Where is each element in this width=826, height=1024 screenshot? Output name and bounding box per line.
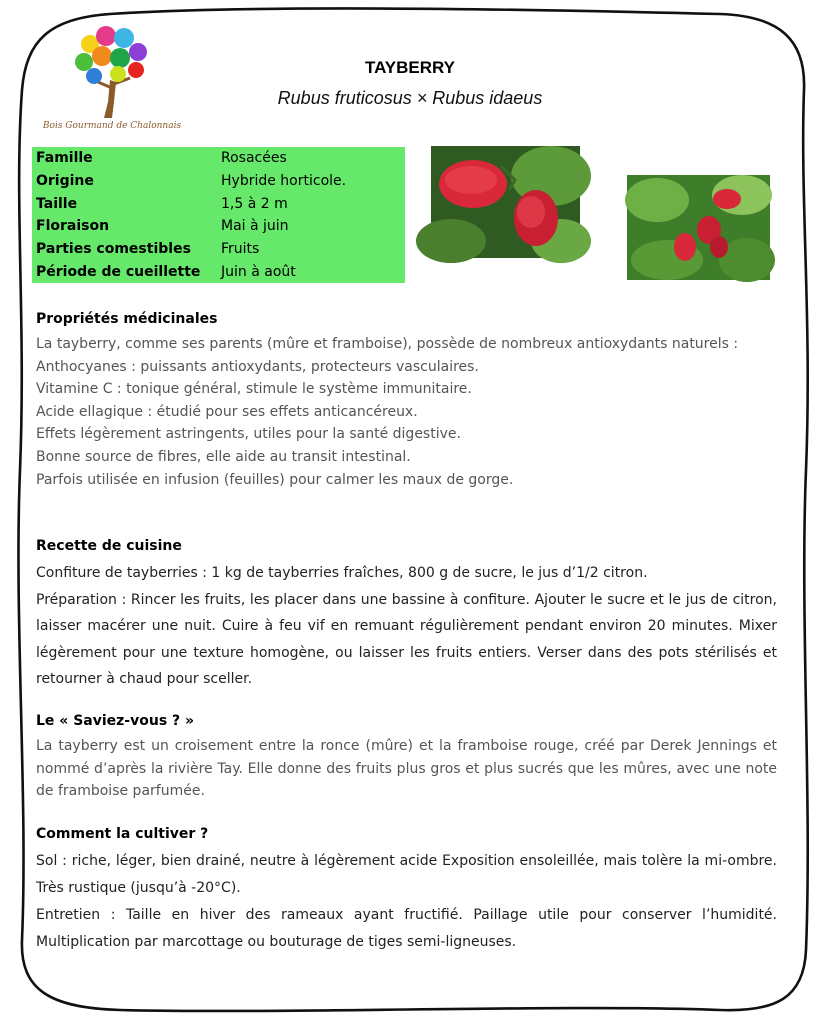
info-value: Fruits — [221, 240, 260, 257]
medicinal-line: Bonne source de fibres, elle aide au transit intestinal. — [36, 448, 411, 465]
cultivation-soil: Sol : riche, léger, bien drainé, neutre à légèrement acide Exposition ensoleillée, mais tolère la mi-ombre. Très rustique (jusqu’à -20°C). — [36, 853, 777, 896]
info-row — [32, 192, 405, 215]
info-label: Parties comestibles — [36, 240, 191, 257]
info-row — [32, 147, 405, 170]
section-heading: Recette de cuisine — [36, 538, 182, 554]
info-label: Floraison — [36, 218, 110, 235]
section-did-you-know — [36, 713, 777, 803]
info-label: Famille — [36, 150, 93, 167]
page-title: TAYBERRY — [364, 58, 456, 77]
tayberry-photo-plant — [627, 175, 770, 280]
info-value: Mai à juin — [221, 218, 289, 235]
info-row — [32, 238, 405, 261]
info-label: Période de cueillette — [36, 263, 201, 280]
tayberry-photo-closeup — [431, 146, 580, 258]
section-heading: Le « Saviez-vous ? » — [36, 713, 195, 729]
logo-tree-icon — [42, 22, 182, 146]
info-value: 1,5 à 2 m — [221, 195, 288, 212]
medicinal-line: Parfois utilisée en infusion (feuilles) pour calmer les maux de gorge. — [36, 471, 514, 488]
section-recipe — [36, 538, 777, 693]
info-row — [32, 215, 405, 238]
info-value: Hybride horticole. — [221, 172, 347, 189]
section-cultivation — [36, 826, 777, 956]
recipe-ingredients: Confiture de tayberries : 1 kg de tayberries fraîches, 800 g de sucre, le jus d’1/2 citron. — [36, 565, 648, 581]
info-label: Origine — [36, 172, 94, 189]
section-heading: Comment la cultiver ? — [36, 826, 209, 842]
cultivation-care: Entretien : Taille en hiver des rameaux ayant fructifié. Paillage utile pour conserver l’humidité. Multiplication par marcottage ou bouturage de tiges semi-ligneuses. — [36, 907, 777, 950]
medicinal-line: Vitamine C : tonique général, stimule le système immunitaire. — [36, 381, 472, 398]
info-table — [32, 147, 405, 283]
did-you-know-text: La tayberry est un croisement entre la ronce (mûre) et la framboise rouge, créé par Derek Jennings et nommé d’après la rivière Tay. Elle donne des fruits plus gros et plus sucrés que les mûres, avec une note de framboise parfumée. — [36, 738, 777, 800]
info-label: Taille — [36, 195, 78, 212]
medicinal-line: Anthocyanes : puissants antioxydants, protecteurs vasculaires. — [36, 358, 479, 375]
medicinal-line: Effets légèrement astringents, utiles pour la santé digestive. — [36, 426, 461, 443]
section-medicinal — [36, 311, 777, 491]
latin-name: Rubus fruticosus × Rubus idaeus — [277, 88, 543, 108]
info-value: Juin à août — [221, 263, 296, 280]
medicinal-line: Acide ellagique : étudié pour ses effets anticancéreux. — [36, 403, 418, 420]
logo-text: Bois Gourmand de Chalonnais — [42, 121, 182, 131]
info-value: Rosacées — [221, 150, 287, 167]
section-heading: Propriétés médicinales — [36, 311, 218, 327]
recipe-preparation: Préparation : Rincer les fruits, les placer dans une bassine à confiture. Ajouter le sucre et le jus de citron, laisser macérer une nuit. Cuire à feu vif en remuant régulièrement pendant environ 20 minutes. Mixer légèrement pour une texture homogène, ou laisser les fruits entiers. Verser dans des pots stérilisés et retourner à chaud pour sceller. — [36, 591, 777, 687]
info-row — [32, 260, 405, 283]
medicinal-line: La tayberry, comme ses parents (mûre et framboise), possède de nombreux antioxydants naturels : — [36, 336, 739, 352]
info-row — [32, 170, 405, 193]
